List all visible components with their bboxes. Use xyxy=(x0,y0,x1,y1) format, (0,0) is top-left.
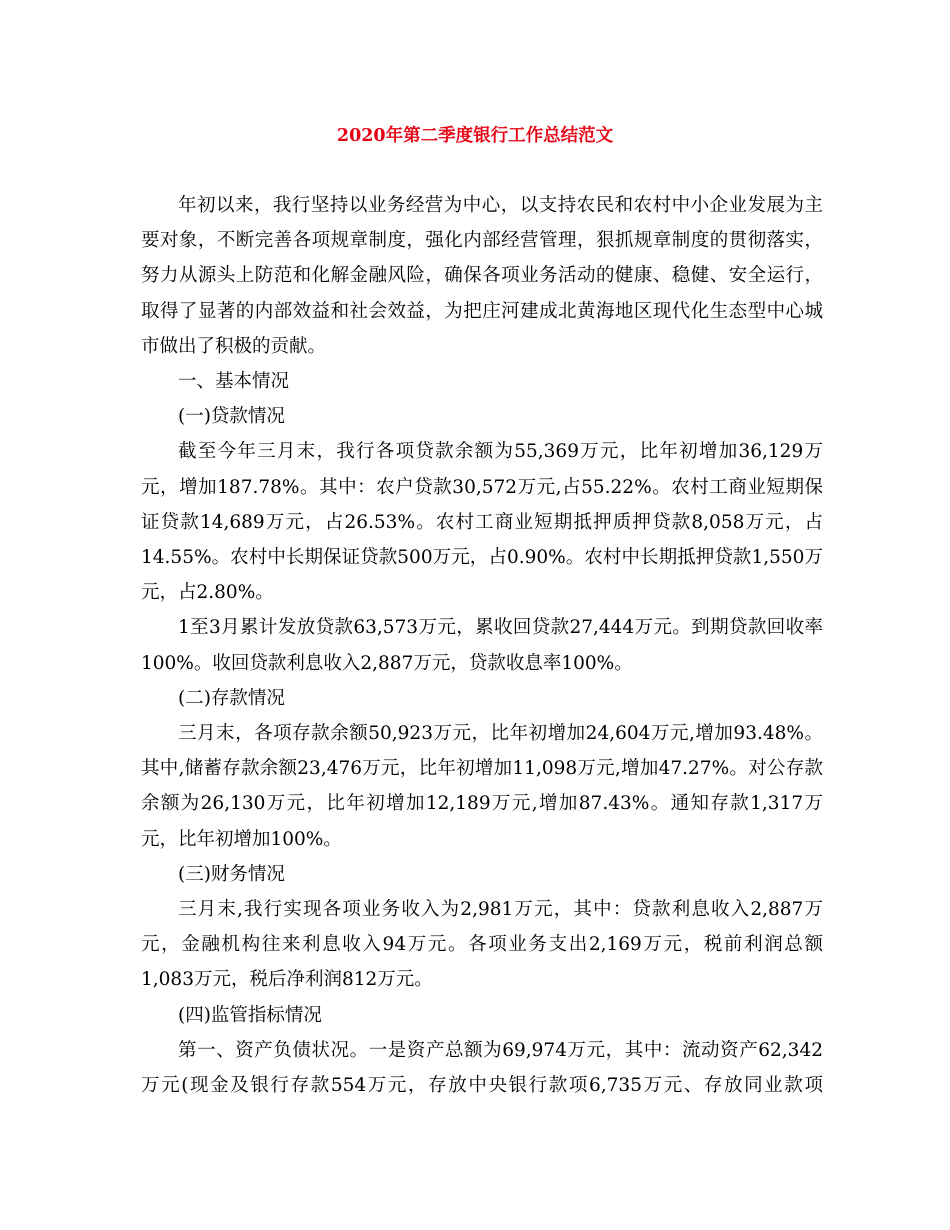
paragraph-finance: 三月末,我行实现各项业务收入为2,981万元，其中：贷款利息收入2,887万元，金融机构往来利息收入94万元。各项业务支出2,169万元，税前利润总额1,083万元，税后净利润812万元。 xyxy=(141,899,823,991)
subheading-deposits: (二)存款情况 xyxy=(178,687,285,709)
section-heading-basic: 一、基本情况 xyxy=(178,371,290,393)
document-body xyxy=(141,188,823,1103)
paragraph-loan-balance: 截至今年三月末，我行各项贷款余额为55,369万元，比年初增加36,129万元，增加187.78%。其中：农户贷款30,572万元,占55.22%。农村工商业短期保证贷款14,689万元，占26.53%。农村工商业短期抵押质押贷款8,058万元，占14.55%。农村中长期保证贷款500万元，占0.90%。农村中长期抵押贷款1,550万元，占2.80%。 xyxy=(141,441,823,604)
subheading-regulatory: (四)监管指标情况 xyxy=(178,1004,322,1026)
paragraph-assets: 第一、资产负债状况。一是资产总额为69,974万元，其中：流动资产62,342万元(现金及银行存款554万元，存放中央银行款项6,735万元、存放同业款项 xyxy=(141,1039,823,1097)
document-title: 2020年第二季度银行工作总结范文 xyxy=(336,126,614,146)
subheading-finance: (三)财务情况 xyxy=(178,863,285,885)
paragraph-loan-issuance: 1至3月累计发放贷款63,573万元，累收回贷款27,444万元。到期贷款回收率100%。收回贷款利息收入2,887万元，贷款收息率100%。 xyxy=(141,617,823,674)
paragraph-deposits: 三月末，各项存款余额50,923万元，比年初增加24,604万元,增加93.48%。其中,储蓄存款余额23,476万元，比年初增加11,098万元,增加47.27%。对公存款余额为26,130万元，比年初增加12,189万元,增加87.43%。通知存款1,317万元，比年初增加100%。 xyxy=(141,723,823,850)
paragraph-intro: 年初以来，我行坚持以业务经营为中心，以支持农民和农村中小企业发展为主要对象，不断完善各项规章制度，强化内部经营管理，狠抓规章制度的贯彻落实，努力从源头上防范和化解金融风险，确保各项业务活动的健康、稳健、安全运行，取得了显著的内部效益和社会效益，为把庄河建成北黄海地区现代化生态型中心城市做出了积极的贡献。 xyxy=(141,195,823,357)
subheading-loans: (一)贷款情况 xyxy=(178,406,285,428)
